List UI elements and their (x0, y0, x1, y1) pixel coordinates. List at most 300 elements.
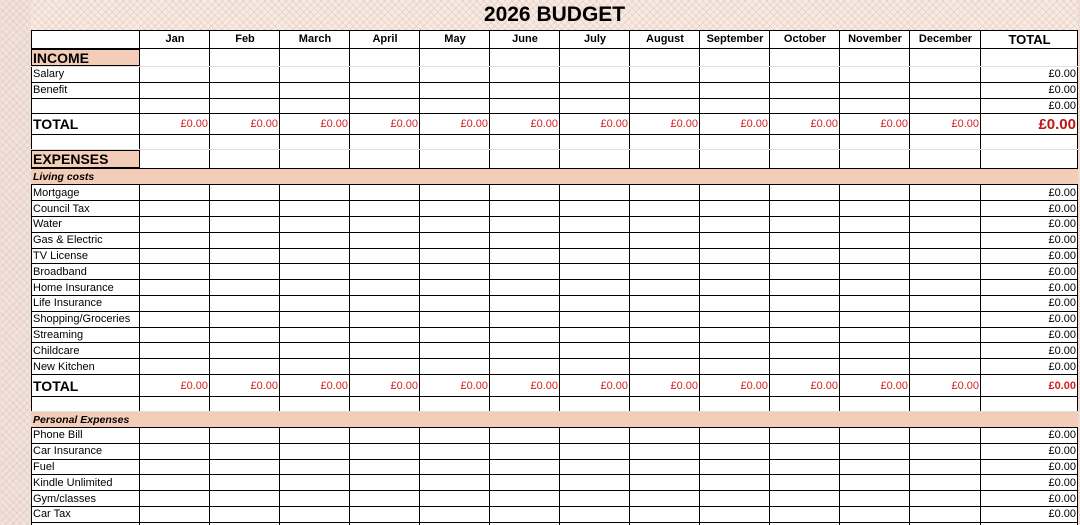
cell-november-living-9[interactable] (840, 328, 910, 343)
cell-april-living-1[interactable] (350, 201, 420, 216)
cell-october-personal-0[interactable] (770, 428, 840, 443)
cell-july-personal-2[interactable] (560, 460, 630, 475)
living-total-march: £0.00 (320, 379, 348, 392)
cell-july-personal-5[interactable] (560, 507, 630, 522)
cell-april-living-3[interactable] (350, 233, 420, 248)
cell-november-personal-0[interactable] (840, 428, 910, 443)
cell-may-income-1[interactable] (420, 83, 490, 98)
cell-june-living-11[interactable] (490, 359, 560, 374)
cell-march-living-11[interactable] (280, 359, 350, 374)
expenses-heading: EXPENSES (31, 150, 140, 168)
cell-june-personal-3[interactable] (490, 475, 560, 490)
expense-row-total: £0.00 (1048, 344, 1076, 357)
expense-row (31, 328, 1078, 344)
cell-november-personal-1[interactable] (840, 444, 910, 459)
cell-march-living-1[interactable] (280, 201, 350, 216)
cell-feb-living-1[interactable] (210, 201, 280, 216)
cell-april-living-10[interactable] (350, 343, 420, 358)
cell-april-living-4[interactable] (350, 249, 420, 264)
cell-june-personal-1[interactable] (490, 444, 560, 459)
cell-september-personal-1[interactable] (700, 444, 770, 459)
expense-row (31, 507, 1078, 523)
cell-december-personal-4[interactable] (910, 491, 981, 506)
cell-september-living-6[interactable] (700, 280, 770, 295)
cell-may-living-7[interactable] (420, 296, 490, 311)
cell-may-personal-4[interactable] (420, 491, 490, 506)
cell-october-living-11[interactable] (770, 359, 840, 374)
income-label: Benefit (33, 84, 68, 97)
cell-april-personal-1[interactable] (350, 444, 420, 459)
cell-october-living-8[interactable] (770, 312, 840, 327)
income-row-total: £0.00 (1048, 68, 1076, 81)
cell-june-living-3[interactable] (490, 233, 560, 248)
cell-april-personal-4[interactable] (350, 491, 420, 506)
cell-june-living-0[interactable] (490, 185, 560, 200)
cell-may-living-5[interactable] (420, 264, 490, 279)
expense-label: Council Tax (33, 202, 90, 215)
spacer-row (31, 397, 1078, 412)
cell-september-personal-0[interactable] (700, 428, 770, 443)
cell-december-personal-3[interactable] (910, 475, 981, 490)
cell-july-living-10[interactable] (560, 343, 630, 358)
personal-expenses-heading: Personal Expenses (33, 413, 130, 426)
cell-may-living-1[interactable] (420, 201, 490, 216)
cell-november-living-1[interactable] (840, 201, 910, 216)
cell-september-living-2[interactable] (700, 217, 770, 232)
header-feb: Feb (235, 33, 255, 45)
cell-december-living-0[interactable] (910, 185, 981, 200)
cell-april-income-1[interactable] (350, 83, 420, 98)
cell-jan-living-6[interactable] (140, 280, 210, 295)
header-jan: Jan (165, 33, 185, 45)
cell-august-income-0[interactable] (630, 67, 700, 82)
cell-jan-income-2[interactable] (140, 99, 210, 114)
cell-december-personal-0[interactable] (910, 428, 981, 443)
cell-june-income-0[interactable] (490, 67, 560, 82)
cell-december-living-5[interactable] (910, 264, 981, 279)
cell-feb-personal-0[interactable] (210, 428, 280, 443)
cell-november-living-2[interactable] (840, 217, 910, 232)
cell-december-income-2[interactable] (910, 99, 981, 114)
expense-label: Streaming (33, 328, 84, 341)
cell-feb-personal-2[interactable] (210, 460, 280, 475)
cell-june-living-7[interactable] (490, 296, 560, 311)
cell-jan-living-8[interactable] (140, 312, 210, 327)
cell-july-living-1[interactable] (560, 201, 630, 216)
cell-june-personal-4[interactable] (490, 491, 560, 506)
expense-label: Car Tax (33, 508, 71, 521)
cell-jan-living-4[interactable] (140, 249, 210, 264)
expense-row (31, 185, 1078, 201)
cell-march-personal-4[interactable] (280, 491, 350, 506)
cell-november-living-7[interactable] (840, 296, 910, 311)
cell-march-living-4[interactable] (280, 249, 350, 264)
cell-august-living-2[interactable] (630, 217, 700, 232)
cell-may-living-10[interactable] (420, 343, 490, 358)
cell-august-living-4[interactable] (630, 249, 700, 264)
cell-october-personal-5[interactable] (770, 507, 840, 522)
cell-november-living-5[interactable] (840, 264, 910, 279)
cell-may-income-0[interactable] (420, 67, 490, 82)
cell-march-living-5[interactable] (280, 264, 350, 279)
cell-feb-income-1[interactable] (210, 83, 280, 98)
cell-october-living-10[interactable] (770, 343, 840, 358)
cell-may-living-0[interactable] (420, 185, 490, 200)
cell-july-living-6[interactable] (560, 280, 630, 295)
cell-april-living-9[interactable] (350, 328, 420, 343)
cell-june-income-2[interactable] (490, 99, 560, 114)
cell-december-personal-5[interactable] (910, 507, 981, 522)
cell-feb-living-6[interactable] (210, 280, 280, 295)
cell-august-living-1[interactable] (630, 201, 700, 216)
cell-june-living-4[interactable] (490, 249, 560, 264)
cell-august-personal-2[interactable] (630, 460, 700, 475)
expense-label: Broadband (33, 265, 87, 278)
cell-october-living-0[interactable] (770, 185, 840, 200)
cell-july-living-4[interactable] (560, 249, 630, 264)
cell-feb-personal-1[interactable] (210, 444, 280, 459)
cell-july-personal-3[interactable] (560, 475, 630, 490)
cell-december-living-6[interactable] (910, 280, 981, 295)
cell-may-living-9[interactable] (420, 328, 490, 343)
cell-june-living-8[interactable] (490, 312, 560, 327)
cell-jan-personal-3[interactable] (140, 475, 210, 490)
cell-september-living-11[interactable] (700, 359, 770, 374)
budget-spreadsheet (31, 0, 1078, 525)
cell-july-income-1[interactable] (560, 83, 630, 98)
cell-jan-living-7[interactable] (140, 296, 210, 311)
cell-april-personal-5[interactable] (350, 507, 420, 522)
cell-april-living-5[interactable] (350, 264, 420, 279)
cell-november-living-10[interactable] (840, 343, 910, 358)
cell-april-personal-0[interactable] (350, 428, 420, 443)
cell-april-living-8[interactable] (350, 312, 420, 327)
expense-row (31, 475, 1078, 491)
cell-september-living-4[interactable] (700, 249, 770, 264)
cell-may-personal-2[interactable] (420, 460, 490, 475)
cell-october-personal-1[interactable] (770, 444, 840, 459)
cell-december-living-2[interactable] (910, 217, 981, 232)
income-row (31, 99, 1078, 115)
income-total-april: £0.00 (390, 118, 418, 131)
income-total-october: £0.00 (810, 118, 838, 131)
cell-november-personal-5[interactable] (840, 507, 910, 522)
income-total-may: £0.00 (460, 118, 488, 131)
cell-december-living-3[interactable] (910, 233, 981, 248)
cell-december-living-7[interactable] (910, 296, 981, 311)
cell-november-income-2[interactable] (840, 99, 910, 114)
cell-march-living-8[interactable] (280, 312, 350, 327)
cell-may-income-2[interactable] (420, 99, 490, 114)
cell-august-living-11[interactable] (630, 359, 700, 374)
cell-jan-personal-0[interactable] (140, 428, 210, 443)
cell-october-living-5[interactable] (770, 264, 840, 279)
cell-september-living-3[interactable] (700, 233, 770, 248)
cell-june-personal-2[interactable] (490, 460, 560, 475)
cell-jan-living-2[interactable] (140, 217, 210, 232)
cell-november-living-6[interactable] (840, 280, 910, 295)
cell-feb-living-11[interactable] (210, 359, 280, 374)
cell-december-income-0[interactable] (910, 67, 981, 82)
cell-june-living-6[interactable] (490, 280, 560, 295)
cell-august-personal-4[interactable] (630, 491, 700, 506)
cell-june-living-1[interactable] (490, 201, 560, 216)
cell-august-personal-3[interactable] (630, 475, 700, 490)
cell-november-living-4[interactable] (840, 249, 910, 264)
cell-jan-living-11[interactable] (140, 359, 210, 374)
expense-row-total: £0.00 (1048, 281, 1076, 294)
cell-august-living-9[interactable] (630, 328, 700, 343)
cell-november-income-1[interactable] (840, 83, 910, 98)
cell-august-living-5[interactable] (630, 264, 700, 279)
cell-august-living-10[interactable] (630, 343, 700, 358)
cell-feb-living-8[interactable] (210, 312, 280, 327)
cell-july-personal-4[interactable] (560, 491, 630, 506)
income-total-feb: £0.00 (250, 118, 278, 131)
cell-march-personal-3[interactable] (280, 475, 350, 490)
living-total-august: £0.00 (670, 379, 698, 392)
cell-june-living-9[interactable] (490, 328, 560, 343)
expense-row-total: £0.00 (1048, 234, 1076, 247)
cell-feb-personal-4[interactable] (210, 491, 280, 506)
cell-october-income-0[interactable] (770, 67, 840, 82)
cell-feb-income-2[interactable] (210, 99, 280, 114)
cell-august-income-1[interactable] (630, 83, 700, 98)
cell-april-income-2[interactable] (350, 99, 420, 114)
cell-march-income-0[interactable] (280, 67, 350, 82)
cell-december-living-4[interactable] (910, 249, 981, 264)
expense-row (31, 460, 1078, 476)
expense-row-total: £0.00 (1048, 460, 1076, 473)
header-total: TOTAL (1008, 31, 1051, 47)
cell-november-personal-4[interactable] (840, 491, 910, 506)
cell-november-living-11[interactable] (840, 359, 910, 374)
cell-july-living-11[interactable] (560, 359, 630, 374)
cell-october-living-7[interactable] (770, 296, 840, 311)
cell-jan-living-3[interactable] (140, 233, 210, 248)
cell-july-living-3[interactable] (560, 233, 630, 248)
cell-december-living-10[interactable] (910, 343, 981, 358)
income-total-jan: £0.00 (180, 118, 208, 131)
cell-march-income-2[interactable] (280, 99, 350, 114)
cell-jan-personal-1[interactable] (140, 444, 210, 459)
cell-april-income-0[interactable] (350, 67, 420, 82)
cell-march-personal-1[interactable] (280, 444, 350, 459)
cell-feb-income-0[interactable] (210, 67, 280, 82)
cell-september-living-9[interactable] (700, 328, 770, 343)
cell-june-living-2[interactable] (490, 217, 560, 232)
cell-jan-living-9[interactable] (140, 328, 210, 343)
cell-jan-living-5[interactable] (140, 264, 210, 279)
cell-march-personal-0[interactable] (280, 428, 350, 443)
cell-may-personal-3[interactable] (420, 475, 490, 490)
cell-september-living-1[interactable] (700, 201, 770, 216)
cell-march-living-6[interactable] (280, 280, 350, 295)
cell-april-personal-2[interactable] (350, 460, 420, 475)
cell-october-living-2[interactable] (770, 217, 840, 232)
cell-june-living-5[interactable] (490, 264, 560, 279)
cell-may-living-3[interactable] (420, 233, 490, 248)
cell-june-living-10[interactable] (490, 343, 560, 358)
cell-march-living-2[interactable] (280, 217, 350, 232)
cell-may-personal-0[interactable] (420, 428, 490, 443)
cell-april-living-11[interactable] (350, 359, 420, 374)
cell-april-living-7[interactable] (350, 296, 420, 311)
cell-jan-living-1[interactable] (140, 201, 210, 216)
cell-may-living-8[interactable] (420, 312, 490, 327)
cell-october-living-4[interactable] (770, 249, 840, 264)
cell-july-living-8[interactable] (560, 312, 630, 327)
cell-august-personal-1[interactable] (630, 444, 700, 459)
cell-march-living-10[interactable] (280, 343, 350, 358)
cell-november-living-0[interactable] (840, 185, 910, 200)
cell-july-income-0[interactable] (560, 67, 630, 82)
cell-july-income-2[interactable] (560, 99, 630, 114)
cell-december-living-9[interactable] (910, 328, 981, 343)
cell-november-personal-3[interactable] (840, 475, 910, 490)
cell-jan-income-1[interactable] (140, 83, 210, 98)
cell-feb-living-9[interactable] (210, 328, 280, 343)
month-header-row (31, 30, 1078, 49)
cell-march-living-9[interactable] (280, 328, 350, 343)
cell-october-income-1[interactable] (770, 83, 840, 98)
cell-august-living-0[interactable] (630, 185, 700, 200)
cell-july-living-7[interactable] (560, 296, 630, 311)
cell-october-living-6[interactable] (770, 280, 840, 295)
income-row-total: £0.00 (1048, 84, 1076, 97)
cell-october-living-9[interactable] (770, 328, 840, 343)
expense-row-total: £0.00 (1048, 297, 1076, 310)
expense-label: Shopping/Groceries (33, 313, 131, 326)
cell-may-living-2[interactable] (420, 217, 490, 232)
cell-jan-income-0[interactable] (140, 67, 210, 82)
cell-october-personal-3[interactable] (770, 475, 840, 490)
cell-july-personal-1[interactable] (560, 444, 630, 459)
cell-feb-living-2[interactable] (210, 217, 280, 232)
income-total-july: £0.00 (600, 118, 628, 131)
living-total-june: £0.00 (530, 379, 558, 392)
cell-september-personal-3[interactable] (700, 475, 770, 490)
cell-july-living-5[interactable] (560, 264, 630, 279)
cell-august-personal-5[interactable] (630, 507, 700, 522)
cell-june-personal-0[interactable] (490, 428, 560, 443)
cell-jan-personal-4[interactable] (140, 491, 210, 506)
cell-august-living-7[interactable] (630, 296, 700, 311)
cell-august-personal-0[interactable] (630, 428, 700, 443)
living-total-april: £0.00 (390, 379, 418, 392)
cell-november-income-0[interactable] (840, 67, 910, 82)
cell-september-living-8[interactable] (700, 312, 770, 327)
cell-july-living-2[interactable] (560, 217, 630, 232)
cell-may-personal-5[interactable] (420, 507, 490, 522)
cell-october-living-3[interactable] (770, 233, 840, 248)
cell-may-living-4[interactable] (420, 249, 490, 264)
cell-september-personal-4[interactable] (700, 491, 770, 506)
cell-october-living-1[interactable] (770, 201, 840, 216)
cell-feb-living-10[interactable] (210, 343, 280, 358)
cell-jan-living-0[interactable] (140, 185, 210, 200)
cell-november-living-8[interactable] (840, 312, 910, 327)
expense-row-total: £0.00 (1048, 202, 1076, 215)
cell-june-personal-5[interactable] (490, 507, 560, 522)
expense-label: TV License (33, 249, 89, 262)
expense-row (31, 444, 1078, 460)
expense-row-total: £0.00 (1048, 360, 1076, 373)
cell-march-living-0[interactable] (280, 185, 350, 200)
cell-march-income-1[interactable] (280, 83, 350, 98)
living-total-november: £0.00 (880, 379, 908, 392)
cell-december-living-1[interactable] (910, 201, 981, 216)
cell-september-income-0[interactable] (700, 67, 770, 82)
cell-jan-personal-5[interactable] (140, 507, 210, 522)
cell-april-living-6[interactable] (350, 280, 420, 295)
cell-september-living-10[interactable] (700, 343, 770, 358)
cell-jan-living-10[interactable] (140, 343, 210, 358)
cell-jan-personal-2[interactable] (140, 460, 210, 475)
cell-feb-living-0[interactable] (210, 185, 280, 200)
cell-november-living-3[interactable] (840, 233, 910, 248)
cell-october-personal-4[interactable] (770, 491, 840, 506)
cell-march-living-3[interactable] (280, 233, 350, 248)
cell-feb-living-4[interactable] (210, 249, 280, 264)
cell-april-personal-3[interactable] (350, 475, 420, 490)
cell-september-income-2[interactable] (700, 99, 770, 114)
header-september: September (706, 33, 764, 45)
spacer-row (31, 135, 1078, 150)
cell-july-personal-0[interactable] (560, 428, 630, 443)
cell-september-income-1[interactable] (700, 83, 770, 98)
cell-august-living-8[interactable] (630, 312, 700, 327)
cell-october-income-2[interactable] (770, 99, 840, 114)
cell-december-living-8[interactable] (910, 312, 981, 327)
cell-july-living-9[interactable] (560, 328, 630, 343)
cell-march-personal-2[interactable] (280, 460, 350, 475)
cell-november-personal-2[interactable] (840, 460, 910, 475)
cell-may-living-11[interactable] (420, 359, 490, 374)
cell-feb-living-3[interactable] (210, 233, 280, 248)
header-may: May (444, 33, 466, 45)
cell-feb-personal-3[interactable] (210, 475, 280, 490)
cell-august-income-2[interactable] (630, 99, 700, 114)
cell-august-living-6[interactable] (630, 280, 700, 295)
cell-may-personal-1[interactable] (420, 444, 490, 459)
cell-september-personal-2[interactable] (700, 460, 770, 475)
cell-september-personal-5[interactable] (700, 507, 770, 522)
cell-may-living-6[interactable] (420, 280, 490, 295)
cell-june-income-1[interactable] (490, 83, 560, 98)
cell-july-living-0[interactable] (560, 185, 630, 200)
cell-september-living-7[interactable] (700, 296, 770, 311)
cell-april-living-2[interactable] (350, 217, 420, 232)
living-total-september: £0.00 (740, 379, 768, 392)
cell-feb-living-5[interactable] (210, 264, 280, 279)
cell-december-personal-1[interactable] (910, 444, 981, 459)
cell-march-personal-5[interactable] (280, 507, 350, 522)
living-total-july: £0.00 (600, 379, 628, 392)
cell-march-living-7[interactable] (280, 296, 350, 311)
cell-september-living-0[interactable] (700, 185, 770, 200)
cell-december-income-1[interactable] (910, 83, 981, 98)
cell-april-living-0[interactable] (350, 185, 420, 200)
cell-august-living-3[interactable] (630, 233, 700, 248)
expense-row (31, 296, 1078, 312)
cell-december-living-11[interactable] (910, 359, 981, 374)
cell-december-personal-2[interactable] (910, 460, 981, 475)
cell-october-personal-2[interactable] (770, 460, 840, 475)
cell-feb-living-7[interactable] (210, 296, 280, 311)
cell-september-living-5[interactable] (700, 264, 770, 279)
cell-feb-personal-5[interactable] (210, 507, 280, 522)
